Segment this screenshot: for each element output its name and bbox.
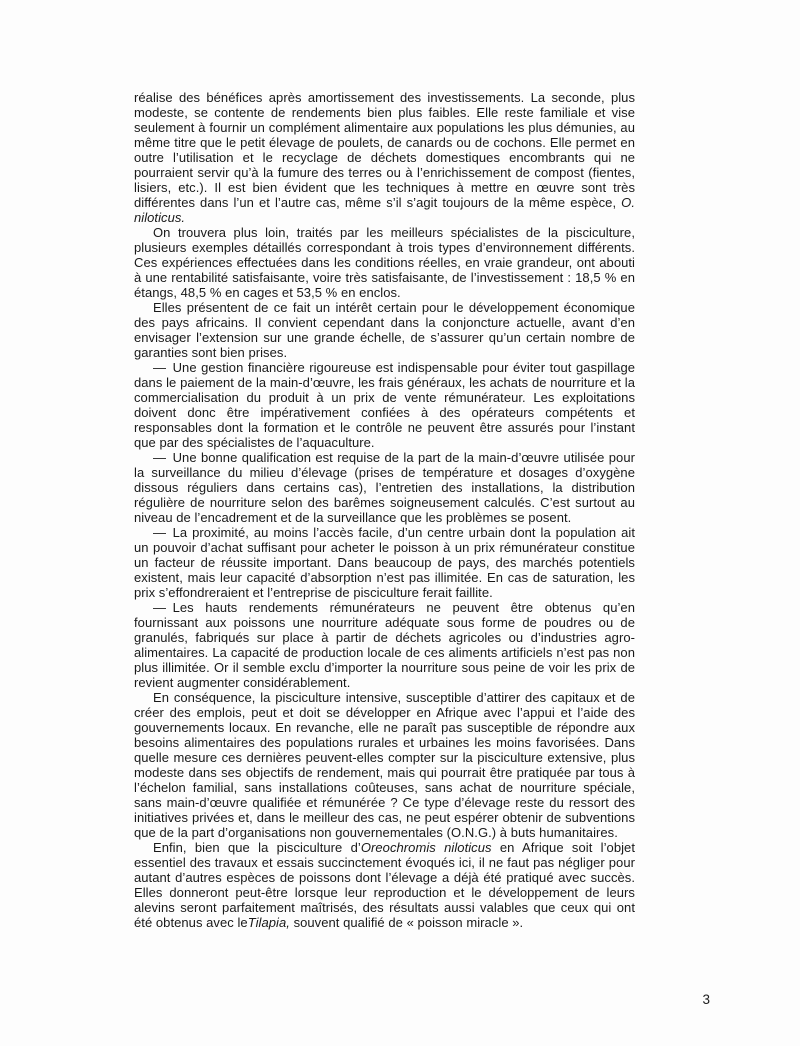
paragraph — [134, 525, 635, 600]
paragraph — [134, 450, 635, 525]
page-text — [134, 90, 635, 930]
text-run: — Une gestion financière rigoureuse est indispensable pour éviter tout gaspillage dans le paiement de la main-d’œuvre, les frais généraux, les achats de nourriture et la commercialisation du produit à un prix de vente rémunérateur. Les exploitations doivent donc être impérativement confiées à des opérateurs compétents et responsables dont la formation et le contrôle ne peuvent être assurés pour l’instant que par des spécialistes de l’aquaculture. — [134, 360, 635, 450]
paragraph — [134, 300, 635, 360]
page-number: 3 — [702, 992, 710, 1007]
paragraph — [134, 225, 635, 300]
text-run: — Les hauts rendements rémunérateurs ne peuvent être obtenus qu’en fournissant aux poissons une nourriture adéquate sous forme de poudres ou de granulés, fabriqués sur place à partir de déchets agricoles ou d’industries agro-alimentaires. La capacité de production locale de ces aliments artificiels n’est pas non plus illimitée. Or il semble exclu d’importer la nourriture sous peine de voir les prix de revient augmenter considérablement. — [134, 600, 635, 690]
text-run: en Afrique soit l’objet essentiel des travaux et essais succinctement évoqués ici, il ne faut pas négliger pour autant d’autres espèces de poissons dont l’élevage a déjà été pratiqué avec succès. Elles donneront peut-être lorsque leur reproduction et le développement de leurs alevins seront parfaitement maîtrisés, des résultats aussi valables que ceux qui ont été obtenus avec le — [134, 840, 635, 930]
paragraph — [134, 600, 635, 690]
paragraph — [134, 690, 635, 840]
text-run: réalise des bénéfices après amortissement des investissements. La seconde, plus modeste, se contente de rendements bien plus faibles. Elle reste familiale et vise seulement à fournir un complément alimentaire aux populations les plus démunies, au même titre que le petit élevage de poulets, de canards ou de cochons. Elle permet en outre l’utilisation et le recyclage de déchets domestiques encombrants qui ne pourraient servir qu’à la fumure des terres ou à l’enrichissement de compost (fientes, lisiers, etc.). Il est bien évident que les techniques à mettre en œuvre sont très différentes dans l’un et l’autre cas, même s’il s’agit toujours de la même espèce, — [134, 90, 635, 210]
text-run: souvent qualifié de « poisson miracle ». — [289, 915, 524, 930]
text-run: — La proximité, au moins l’accès facile, d’un centre urbain dont la population ait un pouvoir d’achat suffisant pour acheter le poisson à un prix rémunérateur constitue un facteur de réussite important. Dans beaucoup de pays, des marchés potentiels existent, mais leur capacité d’absorption n’est pas illimitée. En cas de saturation, les prix s’effondreraient et l’entreprise de pisciculture ferait faillite. — [134, 525, 635, 600]
italic-species-name: Tilapia, — [247, 915, 290, 930]
paragraph — [134, 840, 635, 930]
text-run: On trouvera plus loin, traités par les meilleurs spécialistes de la pisciculture, plusieurs exemples détaillés correspondant à trois types d’environnement différents. Ces expériences effectuées dans les conditions réelles, en vraie grandeur, ont abouti à une rentabilité satisfaisante, voire très satisfaisante, de l’investissement : 18,5 % en étangs, 48,5 % en cages et 53,5 % en enclos. — [134, 225, 635, 300]
text-run: Enfin, bien que la pisciculture d’ — [153, 840, 361, 855]
paragraph — [134, 360, 635, 450]
italic-species-name: O. niloticus. — [134, 195, 635, 225]
text-run: Elles présentent de ce fait un intérêt certain pour le développement économique des pays africains. Il convient cependant dans la conjoncture actuelle, avant d’en envisager l’extension sur une grande échelle, de s’assurer qu’un certain nombre de garanties sont bien prises. — [134, 300, 635, 360]
text-run: — Une bonne qualification est requise de la part de la main-d’œuvre utilisée pour la surveillance du milieu d’élevage (prises de température et dosages d’oxygène dissous réguliers dans certains cas), l’entretien des installations, la distribution régulière de nourriture selon des barêmes soigneusement calculés. C’est surtout au niveau de l’encadrement et de la surveillance que les problèmes se posent. — [134, 450, 635, 525]
paragraph — [134, 90, 635, 225]
text-run: En conséquence, la pisciculture intensive, susceptible d’attirer des capitaux et de créer des emplois, peut et doit se développer en Afrique avec l’appui et l’aide des gouvernements locaux. En revanche, elle ne paraît pas susceptible de répondre aux besoins alimentaires des populations rurales et urbaines les moins favorisées. Dans quelle mesure ces dernières peuvent-elles compter sur la pisciculture extensive, plus modeste dans ses objectifs de rendement, mais qui pourrait être pratiquée par tous à l’échelon familial, sans installations coûteuses, sans achat de nourriture spéciale, sans main-d’œuvre qualifiée et rémunérée ? Ce type d’élevage reste du ressort des initiatives privées et, dans le meilleur des cas, ne peut espérer obtenir de subventions que de la part d’organisations non gouvernementales (O.N.G.) à buts humanitaires. — [134, 690, 635, 840]
italic-species-name: Oreochromis niloticus — [360, 840, 492, 855]
